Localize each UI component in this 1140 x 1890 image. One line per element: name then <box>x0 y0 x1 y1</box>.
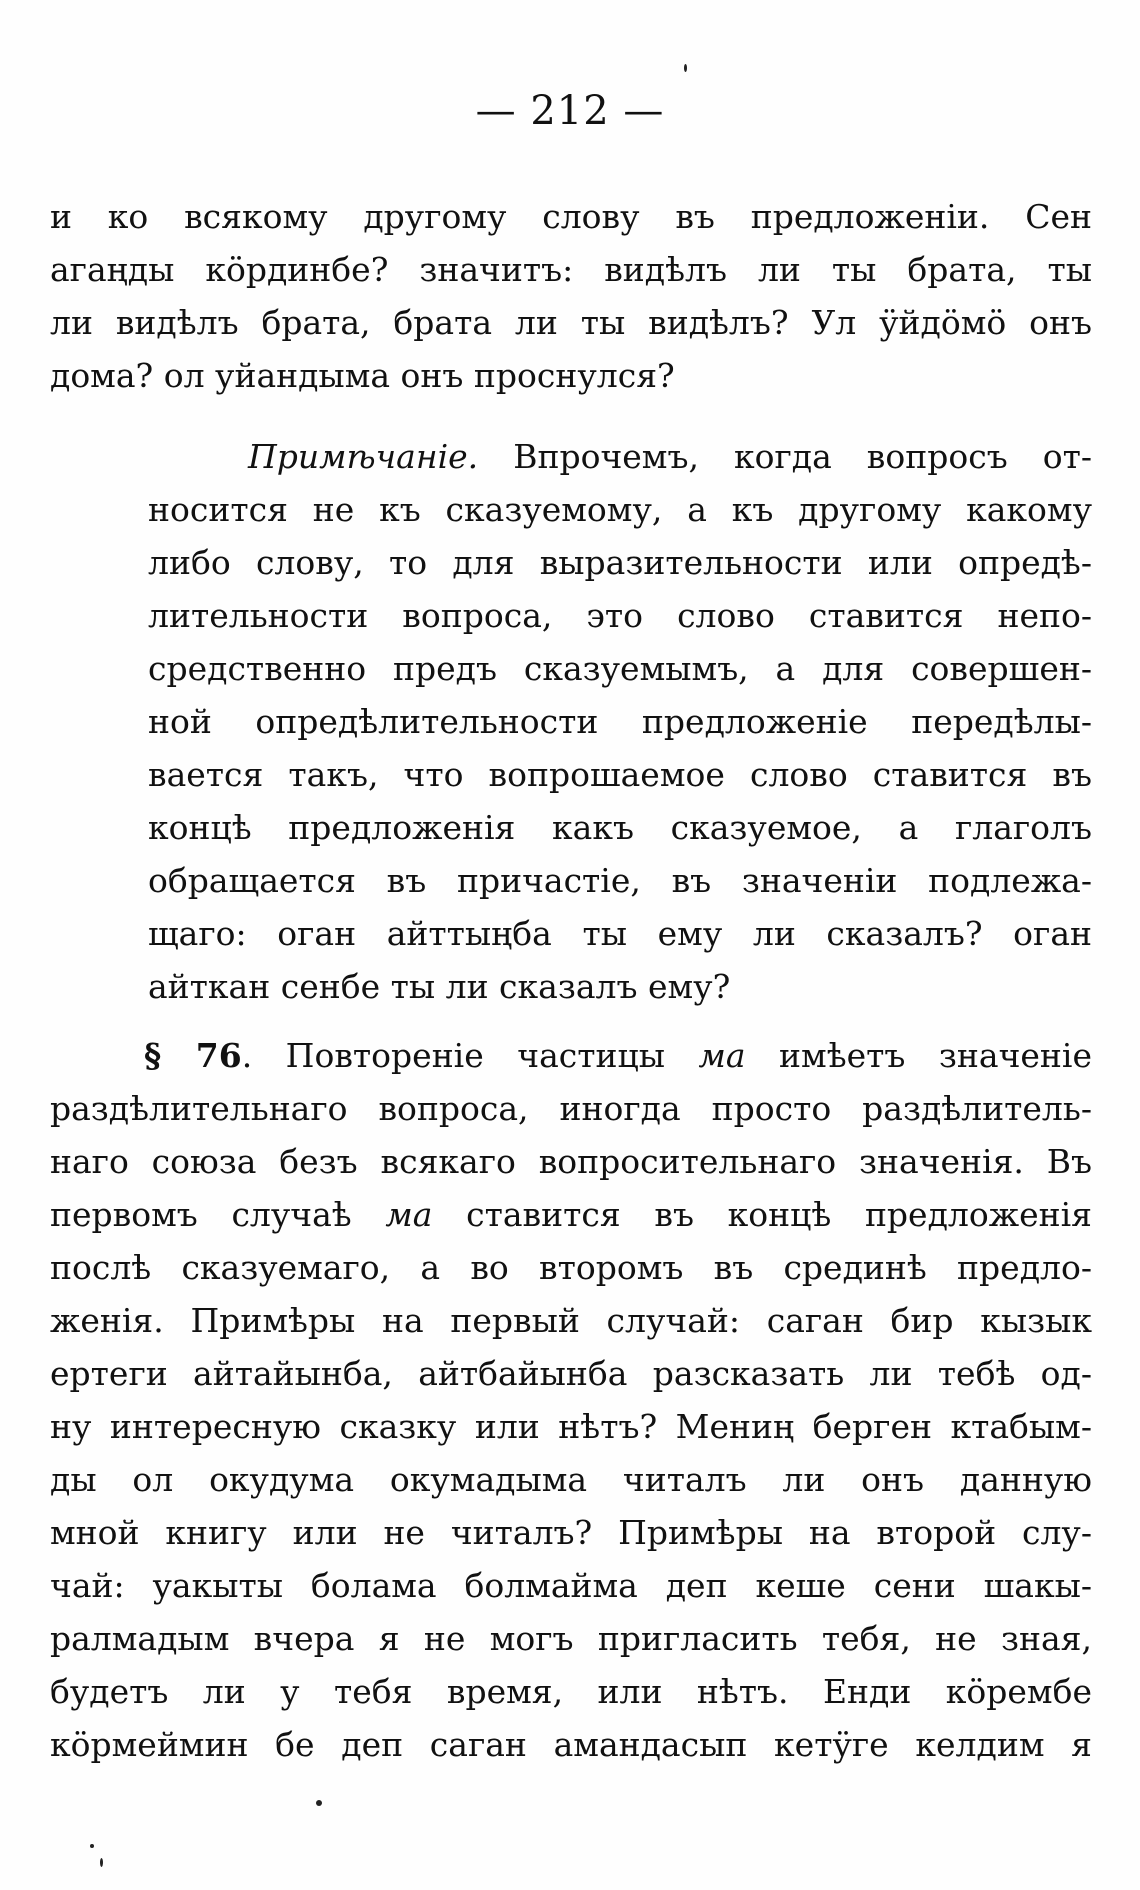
text-line: послѣ сказуемаго, а во второмъ въ срединѣ предло- <box>50 1248 1092 1287</box>
text-line: наго союза безъ всякаго вопросительнаго значенiя. Въ <box>50 1142 1092 1181</box>
text-line: ралмадым вчера я не могъ пригласить тебя, не зная, <box>50 1619 1092 1658</box>
text-line: ертеги айтайынба, айтбайынба разсказать ли тебѣ од- <box>50 1354 1092 1393</box>
text-line: средственно предъ сказуемымъ, а для совершен- <box>148 649 1092 688</box>
section-first-line <box>50 1029 1092 1082</box>
section-text: имѣетъ значенiе <box>745 1036 1092 1075</box>
text-line: либо слову, то для выразительности или опредѣ- <box>148 543 1092 582</box>
text-line: кӧрмеймин бе деп саган амандасып кетӱге келдим я <box>50 1725 1092 1764</box>
text-line: щаго: оган айттыңба ты ему ли сказалъ? оган <box>148 914 1092 953</box>
text-line: носится не къ сказуемому, а къ другому какому <box>148 490 1092 529</box>
section-text: первомъ случаѣ <box>50 1195 386 1234</box>
text-line: мной книгу или не читалъ? Примѣры на второй слу- <box>50 1513 1092 1552</box>
note-label: Примѣчанiе. <box>248 437 479 476</box>
ink-speck <box>316 1800 322 1806</box>
text-line: и ко всякому другому слову въ предложенiи. Сен <box>50 197 1092 236</box>
text-line: концѣ предложенiя какъ сказуемое, а глаголъ <box>148 808 1092 847</box>
text-line: ной опредѣлительности предложенiе передѣлы- <box>148 702 1092 741</box>
section-text: . Повторенiе частицы <box>241 1036 699 1075</box>
note-first-line-text: Впрочемъ, когда вопросъ от- <box>513 437 1092 476</box>
paragraph-continuation <box>50 190 1092 402</box>
note-first-line <box>148 430 1092 483</box>
ink-speck <box>684 64 687 72</box>
text-line: раздѣлительнаго вопроса, иногда просто раздѣлитель- <box>50 1089 1092 1128</box>
page-number: — 212 — <box>475 88 665 134</box>
text-line: обращается въ причастiе, въ значенiи подлежа- <box>148 861 1092 900</box>
section-number: § 76 <box>144 1036 242 1075</box>
text-line: айткан сенбе ты ли сказалъ ему? <box>148 967 731 1006</box>
particle-word: ма <box>698 1036 746 1075</box>
section-text: ставится въ концѣ предложенiя <box>432 1195 1092 1234</box>
ink-speck <box>100 1858 103 1867</box>
ink-speck <box>90 1844 94 1848</box>
text-line: женiя. Примѣры на первый случай: саган бир кызык <box>50 1301 1092 1340</box>
particle-word: ма <box>385 1195 433 1234</box>
text-line: дома? ол уйандыма онъ проснулся? <box>50 356 675 395</box>
text-line <box>50 1188 1092 1241</box>
section-76 <box>50 1029 1092 1771</box>
text-line: лительности вопроса, это слово ставится непо- <box>148 596 1092 635</box>
text-line: ну интересную сказку или нѣтъ? Мениң берген ктабым- <box>50 1407 1092 1446</box>
text-line: ды ол окудума окумадыма читалъ ли онъ данную <box>50 1460 1092 1499</box>
note-block <box>148 430 1092 1013</box>
text-line: чай: уакыты болама болмайма деп кеше сени шакы- <box>50 1566 1092 1605</box>
text-line: ли видѣлъ брата, брата ли ты видѣлъ? Ул ӱйдӧмӧ онъ <box>50 303 1092 342</box>
text-line: агаңды кӧрдинбе? значитъ: видѣлъ ли ты брата, ты <box>50 250 1092 289</box>
text-line: будетъ ли у тебя время, или нѣтъ. Енди кӧрембе <box>50 1672 1092 1711</box>
text-line: вается такъ, что вопрошаемое слово ставится въ <box>148 755 1092 794</box>
